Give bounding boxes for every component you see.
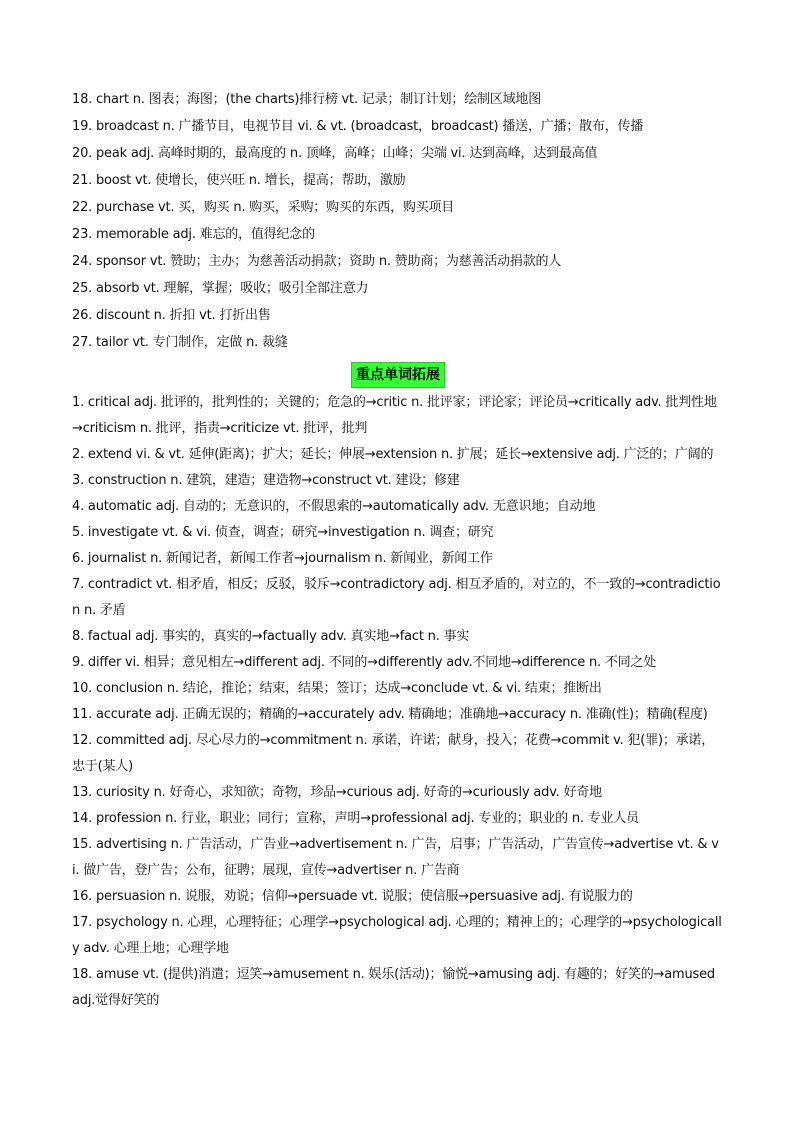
vocab-item: 27. tailor vt. 专门制作，定做 n. 裁缝: [72, 335, 288, 350]
expansion-item: 4. automatic adj. 自动的；无意识的，不假思索的→automatically adv. 无意识地；自动地: [72, 499, 596, 514]
vocab-item: 18. chart n. 图表；海图；(the charts)排行榜 vt. 记录；制订计划；绘制区域地图: [72, 92, 542, 107]
expansion-item: 7. contradict vt. 相矛盾，相反；反驳，驳斥→contradictory adj. 相互矛盾的，对立的，不一致的→contradiction n. 矛盾: [72, 577, 721, 618]
expansion-item: 5. investigate vt. & vi. 侦查，调查；研究→investigation n. 调查；研究: [72, 525, 494, 540]
expansion-item: 18. amuse vt. (提供)消遣；逗笑→amusement n. 娱乐(活动)；愉悦→amusing adj. 有趣的；好笑的→amused adj.觉得好笑的: [72, 967, 715, 1008]
section-heading: 重点单词拓展: [351, 362, 445, 388]
expansion-item: 16. persuasion n. 说服，劝说；信仰→persuade vt. 说服；使信服→persuasive adj. 有说服力的: [72, 889, 633, 904]
vocab-item: 21. boost vt. 使增长，使兴旺 n. 增长，提高；帮助，激励: [72, 173, 406, 188]
expansion-item: 1. critical adj. 批评的，批判性的；关键的；危急的→critic n. 批评家；评论家；评论员→critically adv. 批判性地→criticism n. 批评，指责→criticize vt. 批评，批判: [72, 395, 717, 436]
expansion-item: 2. extend vi. & vt. 延伸(距离)；扩大；延长；伸展→extension n. 扩展；延长→extensive adj. 广泛的；广阔的: [72, 447, 714, 462]
expansion-item: 8. factual adj. 事实的，真实的→factually adv. 真实地→fact n. 事实: [72, 629, 470, 644]
expansion-item: 12. committed adj. 尽心尽力的→commitment n. 承诺，许诺；献身，投入；花费→commit v. 犯(罪)；承诺，忠于(某人): [72, 733, 715, 774]
vocab-item: 22. purchase vt. 买，购买 n. 购买，采购；购买的东西，购买项目: [72, 200, 455, 215]
document-content: [72, 86, 724, 1014]
expansion-item: 15. advertising n. 广告活动，广告业→advertisement n. 广告，启事；广告活动，广告宣传→advertise vt. & vi. 做广告，登广告；公布，征聘；展现，宣传→advertiser n. 广告商: [72, 837, 719, 878]
expansion-item: 14. profession n. 行业，职业；同行；宣称，声明→professional adj. 专业的；职业的 n. 专业人员: [72, 811, 639, 826]
expansion-item: 6. journalist n. 新闻记者，新闻工作者→journalism n. 新闻业，新闻工作: [72, 551, 493, 566]
expansion-item: 10. conclusion n. 结论，推论；结束，结果；签订；达成→conclude vt. & vi. 结束；推断出: [72, 681, 602, 696]
section-heading-wrap: [72, 358, 724, 388]
vocab-item: 19. broadcast n. 广播节目，电视节目 vi. & vt. (broadcast，broadcast) 播送，广播；散布，传播: [72, 119, 644, 134]
expansion-item: 13. curiosity n. 好奇心，求知欲；奇物，珍品→curious adj. 好奇的→curiously adv. 好奇地: [72, 785, 602, 800]
vocab-item: 25. absorb vt. 理解，掌握；吸收；吸引全部注意力: [72, 281, 369, 296]
expansion-item: 11. accurate adj. 正确无误的；精确的→accurately adv. 精确地；准确地→accuracy n. 准确(性)；精确(程度): [72, 707, 708, 722]
vocab-item: 20. peak adj. 高峰时期的，最高度的 n. 顶峰，高峰；山峰；尖端 vi. 达到高峰，达到最高值: [72, 146, 598, 161]
vocab-item: 23. memorable adj. 难忘的，值得纪念的: [72, 227, 315, 242]
expansion-item: 3. construction n. 建筑，建造；建造物→construct vt. 建设；修建: [72, 473, 460, 488]
vocab-item: 26. discount n. 折扣 vt. 打折出售: [72, 308, 271, 323]
vocab-item: 24. sponsor vt. 赞助；主办；为慈善活动捐款；资助 n. 赞助商；为慈善活动捐款的人: [72, 254, 562, 269]
expansion-item: 9. differ vi. 相异；意见相左→different adj. 不同的→differently adv.不同地→difference n. 不同之处: [72, 655, 657, 670]
expansion-item: 17. psychology n. 心理，心理特征；心理学→psychological adj. 心理的；精神上的；心理学的→psychologically adv. 心理上地；心理学地: [72, 915, 722, 956]
